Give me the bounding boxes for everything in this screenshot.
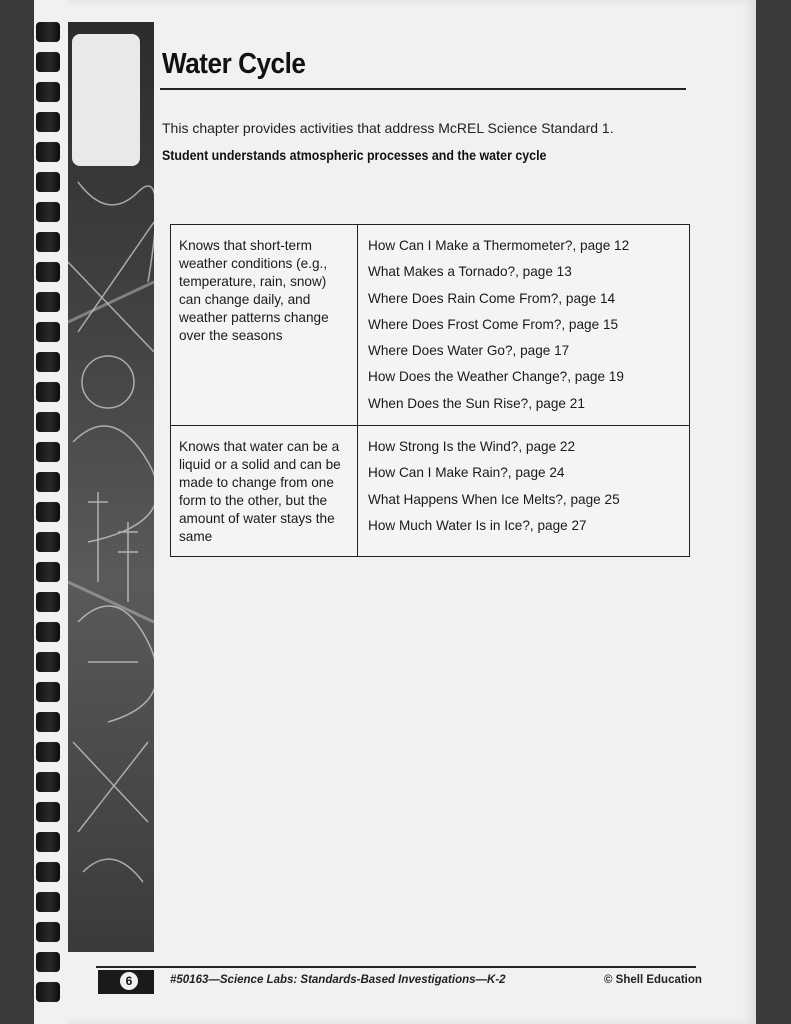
table-row <box>171 426 690 557</box>
binding-ring <box>36 952 60 972</box>
activity-item: What Happens When Ice Melts?, page 25 <box>368 491 620 507</box>
benchmark-cell: Knows that water can be a liquid or a solid and can be made to change from one form to the other, but the amount of water stays the same <box>171 426 358 557</box>
binding-ring <box>36 502 60 522</box>
activity-item: What Makes a Tornado?, page 13 <box>368 264 572 280</box>
spiral-binding <box>36 22 62 1002</box>
title-divider <box>160 88 686 90</box>
binding-ring <box>36 652 60 672</box>
footer-divider <box>96 966 696 968</box>
binding-ring <box>36 112 60 132</box>
activities-cell <box>358 426 690 557</box>
activity-item: How Much Water Is in Ice?, page 27 <box>368 517 587 533</box>
binding-ring <box>36 892 60 912</box>
footer-publisher: © Shell Education <box>604 974 702 986</box>
binding-ring <box>36 322 60 342</box>
binding-ring <box>36 22 60 42</box>
activity-item: How Can I Make a Thermometer?, page 12 <box>368 238 630 253</box>
activity-item: Where Does Frost Come From?, page 15 <box>368 316 619 332</box>
binding-ring <box>36 292 60 312</box>
binding-ring <box>36 592 60 612</box>
binding-ring <box>36 532 60 552</box>
binding-ring <box>36 202 60 222</box>
binding-ring <box>36 442 60 462</box>
binding-ring <box>36 412 60 432</box>
activity-item: Where Does Rain Come From?, page 14 <box>368 290 616 306</box>
activity-item: How Can I Make Rain?, page 24 <box>368 465 565 481</box>
binding-ring <box>36 712 60 732</box>
table-row <box>171 225 690 426</box>
page-title: Water Cycle <box>162 48 306 80</box>
binding-ring <box>36 232 60 252</box>
activity-item: Where Does Water Go?, page 17 <box>368 343 570 359</box>
binding-ring <box>36 142 60 162</box>
binding-ring <box>36 982 60 1002</box>
binding-ring <box>36 922 60 942</box>
benchmark-cell: Knows that short-term weather conditions (e.g., temperature, rain, snow) can change daily, and weather patterns change over the seasons <box>171 225 358 426</box>
binding-ring <box>36 682 60 702</box>
footer-series: #50163—Science Labs: Standards-Based Investigations—K-2 <box>170 974 506 986</box>
chapter-tab <box>72 34 140 166</box>
binding-ring <box>36 52 60 72</box>
binding-ring <box>36 832 60 852</box>
page-number: 6 <box>120 972 138 990</box>
binding-ring <box>36 802 60 822</box>
activity-item: How Strong Is the Wind?, page 22 <box>368 439 576 455</box>
activities-cell <box>358 225 690 426</box>
binding-ring <box>36 382 60 402</box>
binding-ring <box>36 262 60 282</box>
standard-statement: Student understands atmospheric processes and the water cycle <box>162 148 547 163</box>
binding-ring <box>36 562 60 582</box>
binding-ring <box>36 172 60 192</box>
binding-ring <box>36 772 60 792</box>
standards-table <box>170 224 690 557</box>
activity-item: How Does the Weather Change?, page 19 <box>368 369 624 385</box>
activity-item: When Does the Sun Rise?, page 21 <box>368 395 585 411</box>
binding-ring <box>36 352 60 372</box>
binding-ring <box>36 622 60 642</box>
binding-ring <box>36 862 60 882</box>
binding-ring <box>36 472 60 492</box>
chapter-intro: This chapter provides activities that address McREL Science Standard 1. <box>162 120 614 136</box>
binding-ring <box>36 82 60 102</box>
binding-ring <box>36 742 60 762</box>
